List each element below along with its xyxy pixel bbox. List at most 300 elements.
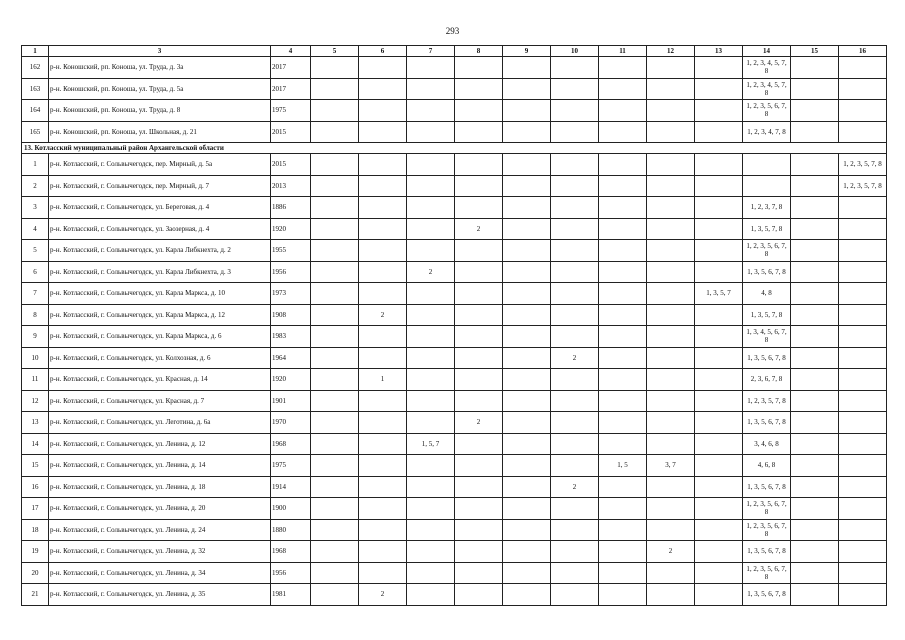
table-row [22,261,887,283]
value-cell: 1, 2, 3, 5, 6, 7, 8 [743,240,791,262]
value-cell [503,261,551,283]
value-cell: 1, 2, 3, 5, 6, 7, 8 [743,519,791,541]
value-cell [647,197,695,219]
address-cell: р-н. Котласский, г. Сольвычегодск, ул. Ленина, д. 18 [49,476,271,498]
table-row [22,240,887,262]
value-cell [695,584,743,606]
value-cell [695,347,743,369]
value-cell [407,283,455,305]
value-cell [599,218,647,240]
row-number-cell: 10 [22,347,49,369]
value-cell [311,433,359,455]
value-cell [359,240,407,262]
table-row [22,154,887,176]
value-cell [503,498,551,520]
value-cell [599,519,647,541]
value-cell [311,562,359,584]
value-cell [647,369,695,391]
value-cell [695,78,743,100]
column-header: 9 [503,46,551,57]
value-cell [551,218,599,240]
value-cell: 2 [407,261,455,283]
year-cell: 2017 [271,78,311,100]
value-cell [359,218,407,240]
value-cell [455,584,503,606]
year-cell: 1920 [271,218,311,240]
value-cell [407,519,455,541]
year-cell: 1956 [271,562,311,584]
value-cell [599,476,647,498]
value-cell [407,175,455,197]
value-cell [455,455,503,477]
value-cell [599,326,647,348]
table-row [22,584,887,606]
value-cell [695,498,743,520]
value-cell [791,283,839,305]
value-cell [839,519,887,541]
value-cell [599,562,647,584]
value-cell [599,57,647,79]
value-cell [311,476,359,498]
value-cell [455,175,503,197]
value-cell [647,121,695,143]
value-cell [647,519,695,541]
value-cell [407,197,455,219]
value-cell [647,326,695,348]
address-cell: р-н. Котласский, г. Сольвычегодск, ул. Карла Либкнехта, д. 2 [49,240,271,262]
address-cell: р-н. Котласский, г. Сольвычегодск, ул. Заозерная, д. 4 [49,218,271,240]
value-cell [791,541,839,563]
value-cell [647,175,695,197]
year-cell: 1880 [271,519,311,541]
value-cell [599,121,647,143]
column-header: 13 [695,46,743,57]
value-cell [695,154,743,176]
row-number-cell: 163 [22,78,49,100]
value-cell [455,100,503,122]
address-cell: р-н. Котласский, г. Сольвычегодск, пер. Мирный, д. 7 [49,175,271,197]
value-cell [503,197,551,219]
value-cell [503,121,551,143]
value-cell [695,455,743,477]
table-row [22,476,887,498]
value-cell [695,218,743,240]
year-cell: 1955 [271,240,311,262]
value-cell: 1, 2, 3, 7, 8 [743,197,791,219]
value-cell [407,304,455,326]
value-cell [311,57,359,79]
value-cell [455,498,503,520]
year-cell: 1920 [271,369,311,391]
value-cell [599,283,647,305]
value-cell [311,541,359,563]
table-row [22,369,887,391]
value-cell: 1, 3, 5, 6, 7, 8 [743,541,791,563]
value-cell [455,519,503,541]
value-cell: 2 [551,347,599,369]
value-cell [503,369,551,391]
table-body [22,57,887,606]
row-number-cell: 12 [22,390,49,412]
row-number-cell: 2 [22,175,49,197]
value-cell [791,412,839,434]
address-cell: р-н. Котласский, г. Сольвычегодск, ул. Красная, д. 7 [49,390,271,412]
value-cell [551,519,599,541]
value-cell [839,584,887,606]
value-cell [647,476,695,498]
value-cell [503,476,551,498]
table-row [22,433,887,455]
year-cell: 1970 [271,412,311,434]
value-cell [599,369,647,391]
value-cell [311,498,359,520]
value-cell [455,369,503,391]
value-cell [647,240,695,262]
value-cell [599,584,647,606]
value-cell: 1, 3, 5, 7, 8 [743,218,791,240]
value-cell [599,304,647,326]
value-cell [839,100,887,122]
column-header: 15 [791,46,839,57]
column-header: 3 [49,46,271,57]
value-cell: 2 [455,412,503,434]
value-cell [359,100,407,122]
column-header: 5 [311,46,359,57]
table-row [22,347,887,369]
value-cell [311,100,359,122]
value-cell: 1, 2, 3, 5, 7, 8 [839,154,887,176]
value-cell [791,175,839,197]
row-number-cell: 9 [22,326,49,348]
address-cell: р-н. Котласский, г. Сольвычегодск, ул. Колхозная, д. 6 [49,347,271,369]
value-cell [503,455,551,477]
value-cell: 1, 2, 3, 5, 6, 7, 8 [743,100,791,122]
value-cell [311,347,359,369]
value-cell [599,100,647,122]
row-number-cell: 6 [22,261,49,283]
value-cell [791,154,839,176]
value-cell [695,476,743,498]
value-cell [503,433,551,455]
table-row [22,304,887,326]
row-number-cell: 5 [22,240,49,262]
table-row [22,562,887,584]
value-cell: 1, 3, 5, 6, 7, 8 [743,347,791,369]
row-number-cell: 7 [22,283,49,305]
value-cell: 2, 3, 6, 7, 8 [743,369,791,391]
row-number-cell: 165 [22,121,49,143]
value-cell [839,347,887,369]
value-cell [551,304,599,326]
value-cell: 2 [359,304,407,326]
value-cell [359,283,407,305]
address-cell: р-н. Котласский, г. Сольвычегодск, ул. Леготина, д. 6а [49,412,271,434]
address-cell: р-н. Коношский, рп. Коноша, ул. Труда, д. 8 [49,100,271,122]
value-cell [551,78,599,100]
value-cell [695,240,743,262]
header-row [22,46,887,57]
year-cell: 2017 [271,57,311,79]
value-cell [551,390,599,412]
value-cell [407,78,455,100]
value-cell [791,326,839,348]
value-cell [695,519,743,541]
table-row [22,100,887,122]
address-cell: р-н. Котласский, г. Сольвычегодск, ул. Карла Маркса, д. 10 [49,283,271,305]
table-row [22,498,887,520]
value-cell: 1, 5, 7 [407,433,455,455]
value-cell [647,283,695,305]
value-cell [839,283,887,305]
value-cell [311,197,359,219]
value-cell [647,498,695,520]
value-cell [599,498,647,520]
value-cell [695,433,743,455]
value-cell [839,433,887,455]
value-cell [311,240,359,262]
row-number-cell: 162 [22,57,49,79]
value-cell [551,326,599,348]
value-cell [407,57,455,79]
address-cell: р-н. Коношский, рп. Коноша, ул. Труда, д. 5а [49,78,271,100]
year-cell: 1908 [271,304,311,326]
value-cell [359,347,407,369]
column-header: 14 [743,46,791,57]
value-cell [791,197,839,219]
value-cell [551,283,599,305]
value-cell [407,240,455,262]
value-cell [455,390,503,412]
value-cell [503,154,551,176]
value-cell [311,412,359,434]
table-row [22,197,887,219]
value-cell [551,433,599,455]
value-cell [407,121,455,143]
year-cell: 1968 [271,433,311,455]
value-cell [791,584,839,606]
value-cell [407,541,455,563]
value-cell: 1, 2, 3, 5, 6, 7, 8 [743,562,791,584]
value-cell [839,78,887,100]
row-number-cell: 20 [22,562,49,584]
value-cell [743,154,791,176]
value-cell [359,175,407,197]
table-row [22,57,887,79]
value-cell: 1, 3, 5, 6, 7, 8 [743,261,791,283]
address-cell: р-н. Коношский, рп. Коноша, ул. Труда, д. 3а [49,57,271,79]
address-cell: р-н. Коношский, рп. Коноша, ул. Школьная, д. 21 [49,121,271,143]
value-cell [599,197,647,219]
column-header: 4 [271,46,311,57]
table-row [22,121,887,143]
value-cell [407,498,455,520]
value-cell [647,304,695,326]
year-cell: 1886 [271,197,311,219]
value-cell [695,57,743,79]
value-cell [455,261,503,283]
value-cell [503,304,551,326]
value-cell [455,476,503,498]
row-number-cell: 1 [22,154,49,176]
value-cell [359,519,407,541]
value-cell: 1 [359,369,407,391]
value-cell: 3, 7 [647,455,695,477]
value-cell [311,455,359,477]
column-header: 11 [599,46,647,57]
value-cell [359,412,407,434]
address-cell: р-н. Котласский, г. Сольвычегодск, ул. Карла Маркса, д. 12 [49,304,271,326]
year-cell: 1914 [271,476,311,498]
value-cell [503,100,551,122]
value-cell [503,240,551,262]
year-cell: 1964 [271,347,311,369]
value-cell [503,584,551,606]
value-cell [359,541,407,563]
value-cell [503,562,551,584]
year-cell: 1956 [271,261,311,283]
value-cell [791,261,839,283]
row-number-cell: 164 [22,100,49,122]
year-cell: 1981 [271,584,311,606]
value-cell [311,584,359,606]
value-cell [455,240,503,262]
year-cell: 2015 [271,121,311,143]
value-cell [551,498,599,520]
value-cell: 1, 2, 3, 5, 7, 8 [839,175,887,197]
value-cell [407,412,455,434]
value-cell [455,304,503,326]
value-cell [311,78,359,100]
year-cell: 1973 [271,283,311,305]
column-header: 6 [359,46,407,57]
value-cell [551,175,599,197]
value-cell [359,433,407,455]
value-cell [839,369,887,391]
section-row [22,143,887,154]
row-number-cell: 17 [22,498,49,520]
column-header: 7 [407,46,455,57]
value-cell [695,541,743,563]
address-cell: р-н. Котласский, г. Сольвычегодск, ул. Ленина, д. 35 [49,584,271,606]
value-cell [695,412,743,434]
value-cell [551,57,599,79]
row-number-cell: 4 [22,218,49,240]
value-cell [647,562,695,584]
table-row [22,541,887,563]
value-cell [551,121,599,143]
value-cell [359,197,407,219]
address-cell: р-н. Котласский, г. Сольвычегодск, ул. Карла Маркса, д. 6 [49,326,271,348]
row-number-cell: 15 [22,455,49,477]
value-cell [695,175,743,197]
value-cell [551,100,599,122]
register-table [21,45,887,606]
table-row [22,412,887,434]
address-cell: р-н. Котласский, г. Сольвычегодск, ул. Ленина, д. 24 [49,519,271,541]
year-cell: 1901 [271,390,311,412]
year-cell: 2013 [271,175,311,197]
value-cell [311,519,359,541]
value-cell [407,455,455,477]
address-cell: р-н. Котласский, г. Сольвычегодск, ул. Красная, д. 14 [49,369,271,391]
value-cell [647,347,695,369]
value-cell [839,261,887,283]
value-cell [551,541,599,563]
value-cell [551,412,599,434]
value-cell [359,390,407,412]
value-cell [839,197,887,219]
value-cell [695,304,743,326]
value-cell [407,100,455,122]
row-number-cell: 14 [22,433,49,455]
value-cell: 1, 3, 5, 7, 8 [743,304,791,326]
value-cell: 1, 3, 5, 7 [695,283,743,305]
address-cell: р-н. Котласский, г. Сольвычегодск, пер. Мирный, д. 5а [49,154,271,176]
value-cell: 1, 5 [599,455,647,477]
value-cell [311,304,359,326]
table-row [22,175,887,197]
column-header: 8 [455,46,503,57]
value-cell [599,240,647,262]
value-cell [839,562,887,584]
row-number-cell: 11 [22,369,49,391]
page-number: 293 [445,26,460,36]
address-cell: р-н. Котласский, г. Сольвычегодск, ул. Ленина, д. 32 [49,541,271,563]
value-cell: 1, 3, 5, 6, 7, 8 [743,412,791,434]
section-title: 13. Котласский муниципальный район Архангельской области [22,143,887,154]
year-cell: 1975 [271,455,311,477]
value-cell [695,121,743,143]
value-cell: 1, 2, 3, 4, 5, 7, 8 [743,78,791,100]
row-number-cell: 13 [22,412,49,434]
address-cell: р-н. Котласский, г. Сольвычегодск, ул. Ленина, д. 14 [49,455,271,477]
value-cell [647,218,695,240]
value-cell [695,562,743,584]
value-cell [839,476,887,498]
table-row [22,78,887,100]
value-cell [839,240,887,262]
value-cell [695,261,743,283]
value-cell [647,412,695,434]
table-row [22,519,887,541]
value-cell [839,326,887,348]
value-cell: 2 [647,541,695,563]
table-row [22,455,887,477]
value-cell [359,154,407,176]
value-cell [551,240,599,262]
value-cell [503,78,551,100]
value-cell [407,326,455,348]
value-cell [791,304,839,326]
year-cell: 1983 [271,326,311,348]
value-cell [647,78,695,100]
value-cell [791,519,839,541]
column-header: 12 [647,46,695,57]
value-cell [455,326,503,348]
year-cell: 2015 [271,154,311,176]
value-cell [839,57,887,79]
value-cell [407,369,455,391]
value-cell [791,562,839,584]
value-cell: 1, 3, 5, 6, 7, 8 [743,476,791,498]
value-cell [407,584,455,606]
value-cell [599,390,647,412]
value-cell [647,100,695,122]
value-cell [311,154,359,176]
year-cell: 1975 [271,100,311,122]
value-cell [695,197,743,219]
row-number-cell: 21 [22,584,49,606]
